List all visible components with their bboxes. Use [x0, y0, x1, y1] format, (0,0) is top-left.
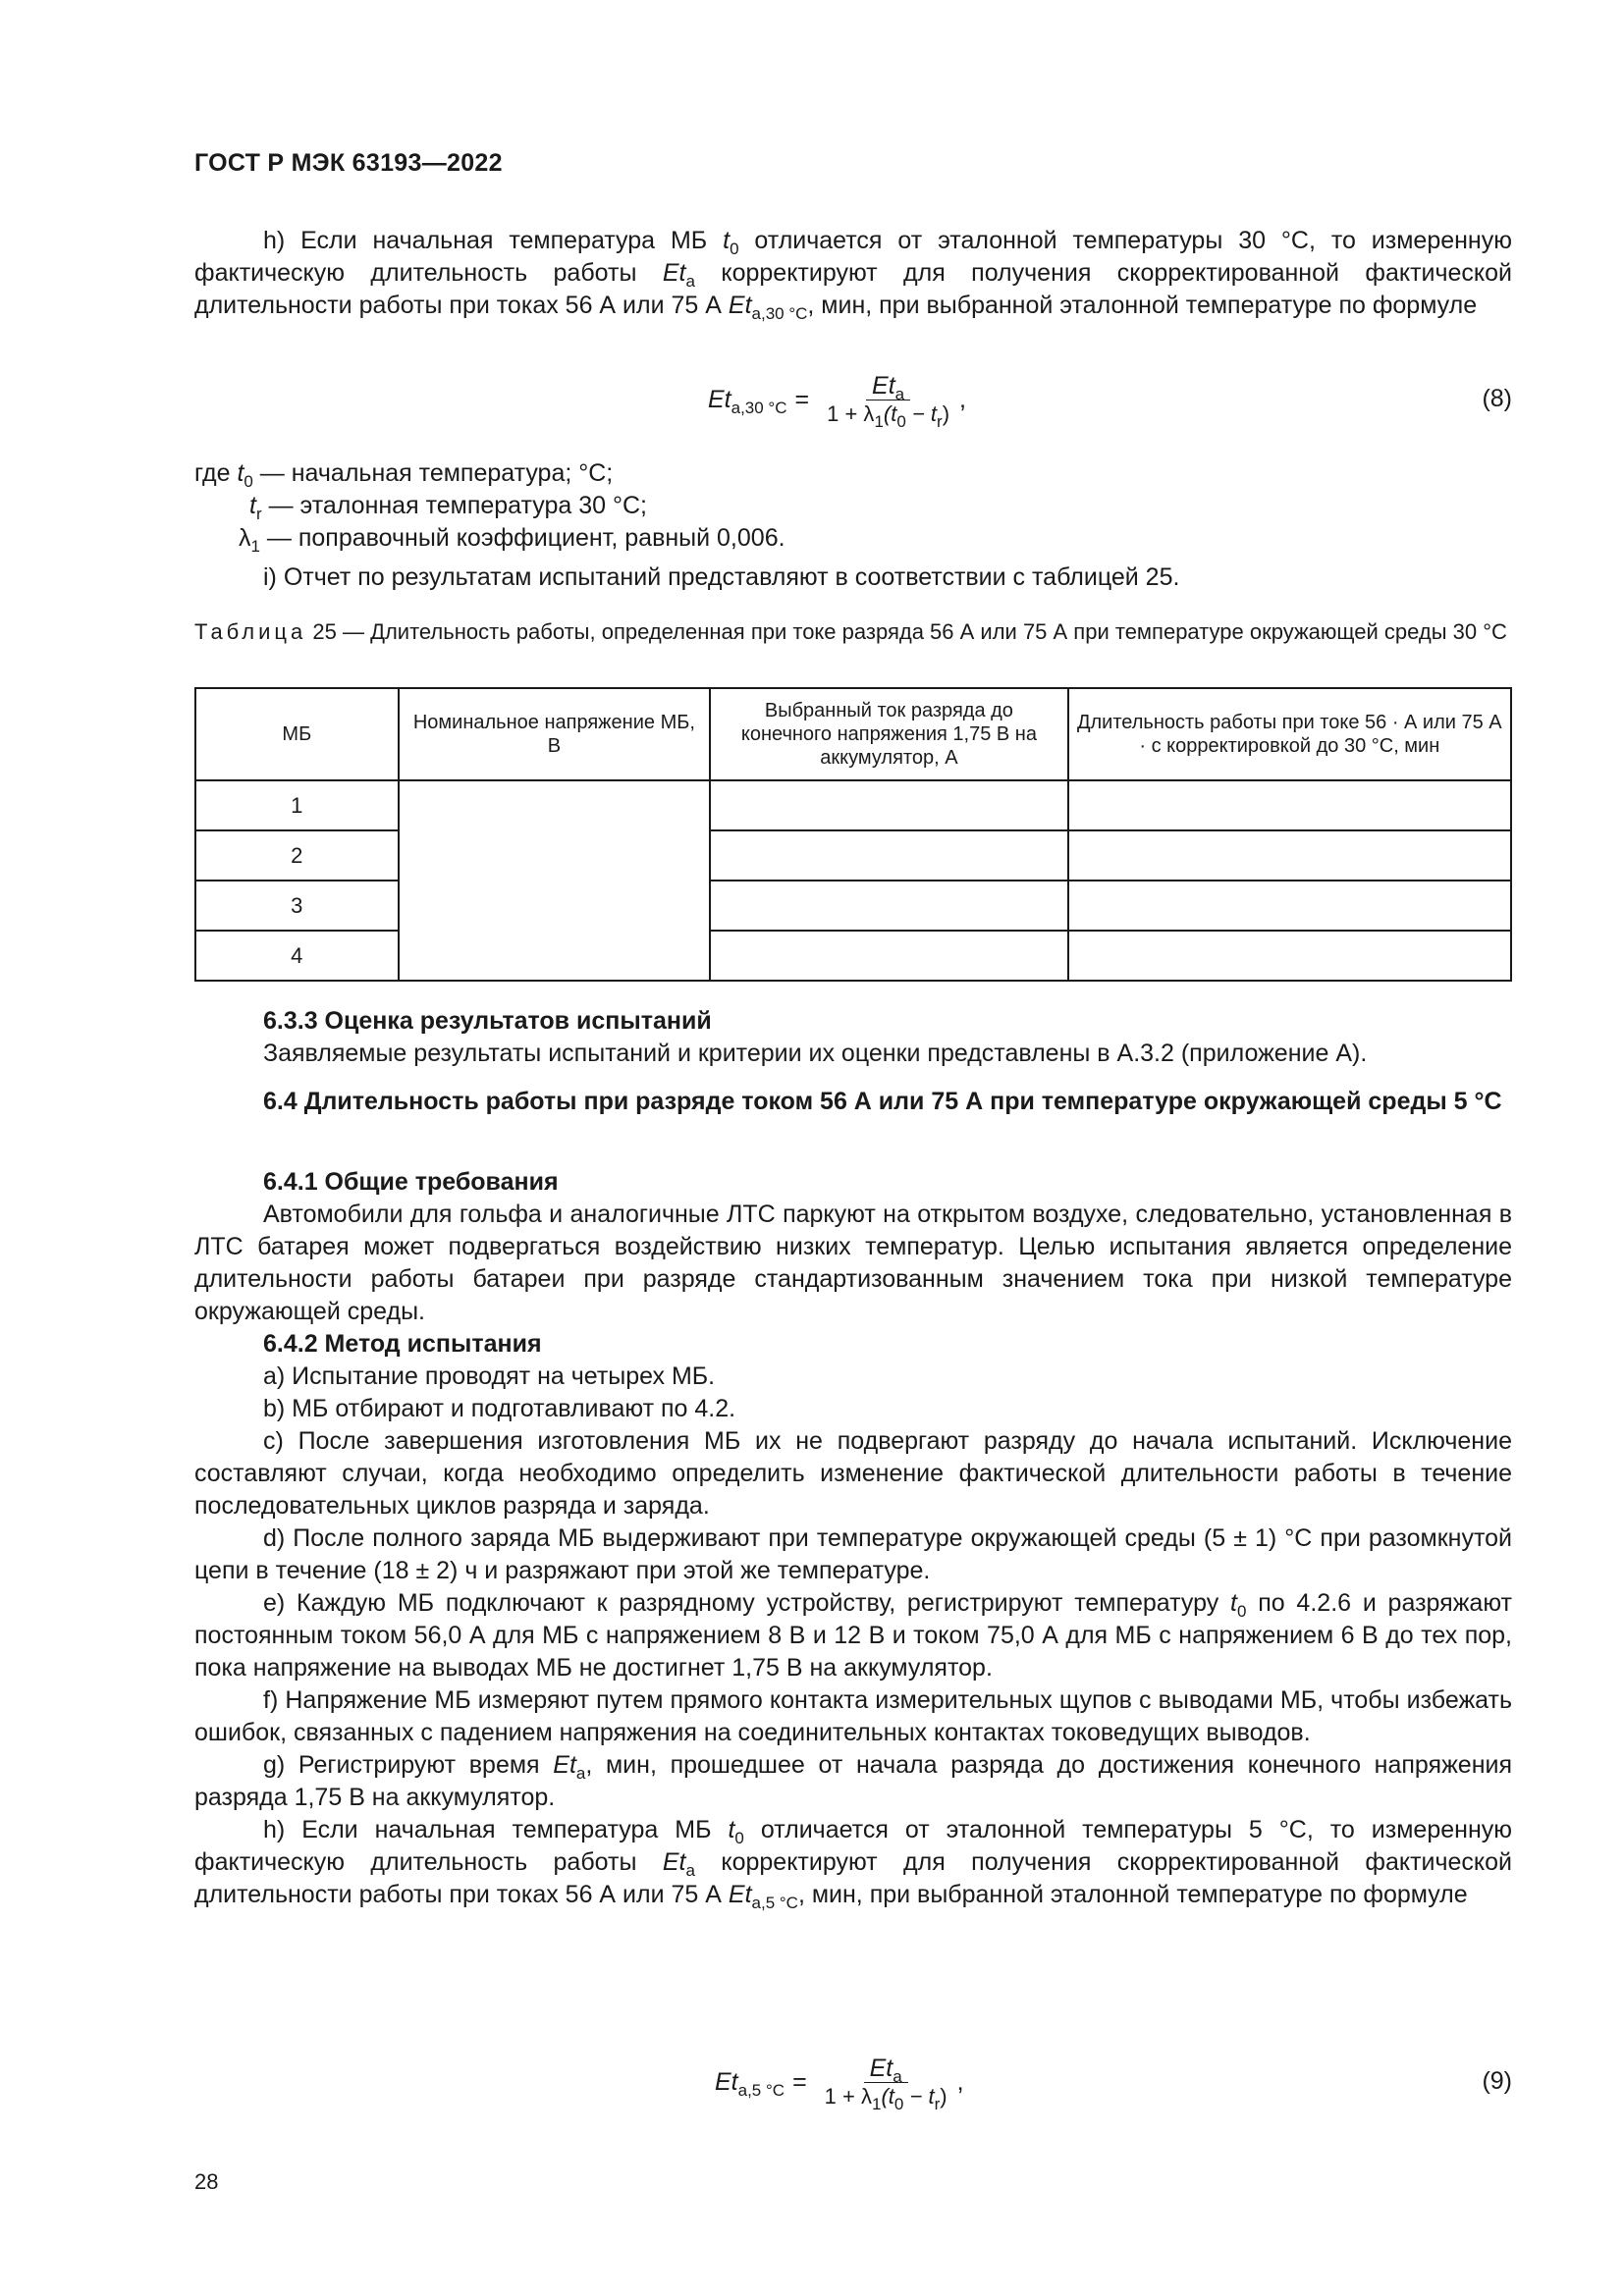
- item-e: e) Каждую МБ подключают к разрядному устройству, регистрируют температуру $t_0$ по 4.2.6 и разряжают постоянным током 56,0 А для МБ с напряжением 8 В и 12 В и током 75,0 А для МБ с напряжением 6 В до тех пор, пока напряжение на выводах МБ не достигнет 1,75 В на аккумулятор.: [194, 1589, 1512, 1682]
- section-title: 6.3.3 Оценка результатов испытаний: [263, 1007, 712, 1035]
- item-h: h) Если начальная температура МБ $t_0$ отличается от эталонной температуры 5 °C, то измеренную фактическую длительность работы $Et_a$ корректируют для получения скорректированной фактической длительности работы при токах 56 А или 75 А $Et_{a,5 ^\circ C}$, мин, при выбранной эталонной температуре по формуле: [194, 1816, 1513, 1912]
- col-header-current: Выбранный ток разряда до конечного напряжения 1,75 В на аккумулятор, А: [710, 688, 1067, 780]
- item-c: c) После завершения изготовления МБ их не подвергают разряду до начала испытаний. Исключение составляют случаи, когда необходимо определить изменение фактической длительности работы в течение последовательных циклов разряда и заряда.: [194, 1427, 1512, 1520]
- item-g: g) Регистрируют время $Et_a$, мин, прошедшее от начала разряда до достижения конечного напряжения разряда 1,75 В на аккумулятор.: [194, 1751, 1512, 1811]
- equation-number: (9): [1482, 2067, 1512, 2095]
- table-caption: Таблица 25 — Длительность работы, определенная при токе разряда 56 А или 75 А при температуре окружающей среды 30 °C: [194, 619, 1507, 644]
- formula-9: $Et_{a,5 ^\circ C}$ = $\frac{Et_a}{1 + \lambda_1(t_0 - t_r)}$ , (9): [715, 2054, 1512, 2113]
- paragraph-h-30c: h) Если начальная температура МБ $t_0$ отличается от эталонной температуры 30 °C, то измеренную фактическую длительность работы $Et_a$ корректируют для получения скорректированной фактической длительности работы при токах 56 А или 75 А $Et_{a,30 ^\circ C}$, мин, при выбранной эталонной температуре по формуле: [194, 227, 1513, 323]
- item-b: b) МБ отбирают и подготавливают по 4.2.: [263, 1395, 736, 1422]
- merged-voltage-cell: [399, 780, 711, 981]
- table-row: 4: [195, 931, 1511, 981]
- section-title: 6.4.2 Метод испытания: [263, 1330, 542, 1358]
- section-title: 6.4 Длительность работы при разряде током 56 А или 75 А при температуре окружающей среды 5 °C: [263, 1088, 1502, 1115]
- fraction: $\frac{Et_a}{1 + \lambda_1(t_0 - t_r)}$: [827, 371, 950, 431]
- table-row: 1: [195, 780, 1511, 830]
- equation-number: (8): [1482, 385, 1512, 412]
- table-row: 3: [195, 881, 1511, 931]
- col-header-mb: МБ: [195, 688, 399, 780]
- section-title: 6.4.1 Общие требования: [263, 1168, 559, 1196]
- section-6-4: [194, 1086, 1512, 1118]
- item-a: a) Испытание проводят на четырех МБ.: [263, 1362, 716, 1390]
- paragraph-i: i) Отчет по результатам испытаний представляют в соответствии с таблицей 25.: [263, 563, 1180, 591]
- table-25: [194, 687, 1512, 982]
- item-d: d) После полного заряда МБ выдерживают при температуре окружающей среды (5 ± 1) °C при разомкнутой цепи в течение (18 ± 2) ч и разряжают при этой же температуре.: [194, 1524, 1512, 1584]
- page-number: 28: [194, 2169, 219, 2194]
- document-header: ГОСТ Р МЭК 63193—2022: [194, 149, 503, 177]
- formula-8: $Et_{a,30 ^\circ C}$ = $\frac{Et_a}{1 + \lambda_1(t_0 - t_r)}$ , (8): [708, 371, 1512, 431]
- table-row: 2: [195, 830, 1511, 881]
- where-line-t0: где $t_0$ — начальная температура; °C;: [194, 459, 614, 491]
- section-6-4-2: [194, 1328, 1512, 1911]
- item-f: f) Напряжение МБ измеряют путем прямого контакта измерительных щупов с выводами МБ, чтобы избежать ошибок, связанных с падением напряжения на соединительных контактах токоведущих выводов.: [194, 1686, 1512, 1746]
- col-header-voltage: Номинальное напряжение МБ, В: [399, 688, 711, 780]
- where-line-lambda: $\lambda_1$ — поправочный коэффициент, равный 0,006.: [239, 524, 785, 556]
- section-6-4-1: 6.4.1 Общие требования Автомобили для гольфа и аналогичные ЛТС паркуют на открытом воздухе, следовательно, установленная в ЛТС батарея может подвергаться воздействию низких температур. Целью испытания является определение длительности работы батареи при разряде стандартизованным значением тока при низкой температуре окружающей среды.: [194, 1168, 1512, 1325]
- col-header-duration: Длительность работы при токе 56 · А или 75 А · с корректировкой до 30 °C, мин: [1068, 688, 1511, 780]
- where-line-tr: $t_r$ — эталонная температура 30 °C;: [249, 492, 647, 523]
- section-6-3-3: 6.3.3 Оценка результатов испытаний Заявляемые результаты испытаний и критерии их оценки представлены в А.3.2 (приложение А).: [194, 1005, 1512, 1070]
- table-header-row: [195, 688, 1511, 780]
- fraction: $\frac{Et_a}{1 + \lambda_1(t_0 - t_r)}$: [824, 2054, 947, 2113]
